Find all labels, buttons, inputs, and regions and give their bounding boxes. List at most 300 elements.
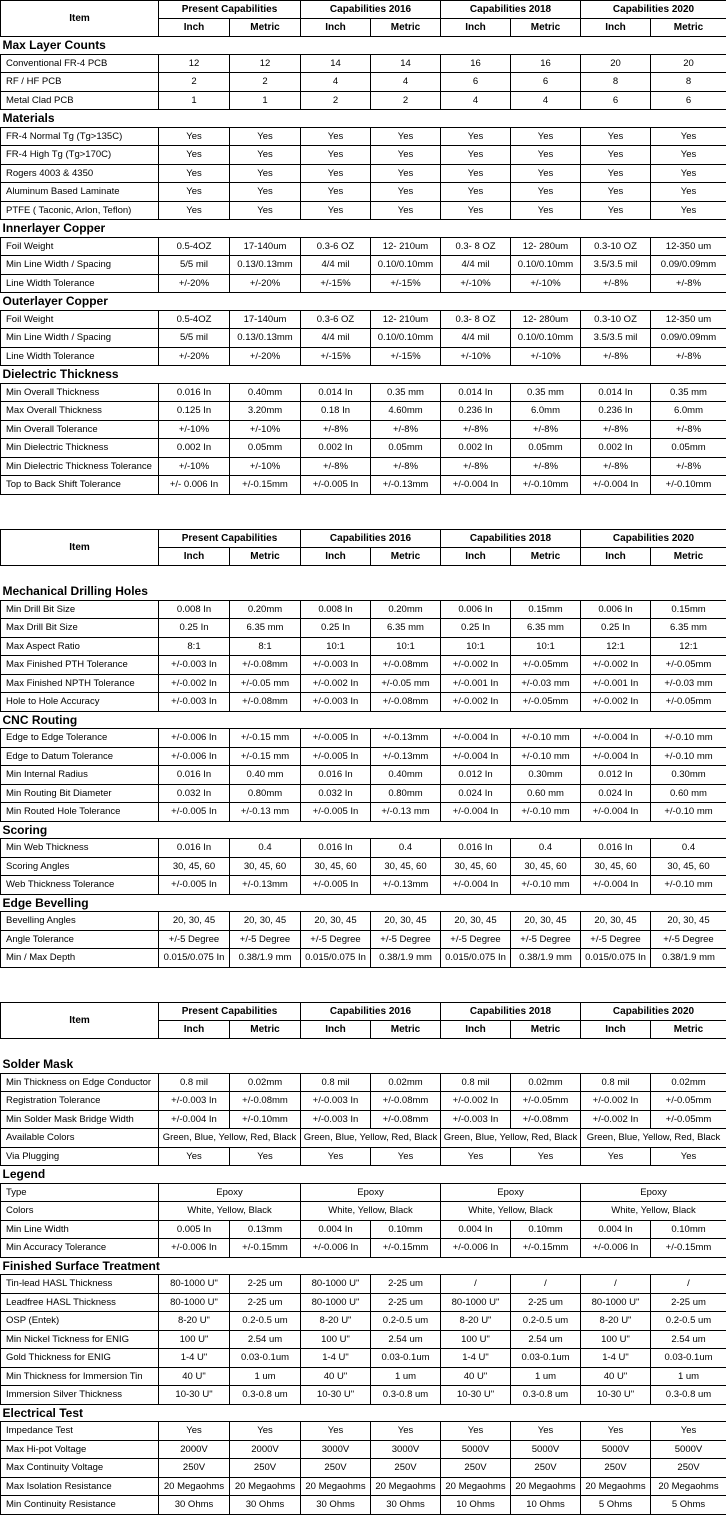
value-cell: +/-0.10 mm xyxy=(511,729,581,748)
value-cell: 0.09/0.09mm xyxy=(651,256,726,275)
group-header: Capabilities 2016 xyxy=(301,529,441,547)
table-row xyxy=(1,656,726,675)
value-cell: Yes xyxy=(581,1422,651,1441)
value-cell: 12- 280um xyxy=(511,237,581,256)
value-cell: 0.015/0.075 In xyxy=(301,949,371,968)
value-cell: 0.09/0.09mm xyxy=(651,329,726,348)
table-row xyxy=(1,54,726,73)
unit-header: Metric xyxy=(230,547,301,565)
value-cell: 6.0mm xyxy=(651,402,726,421)
value-cell: +/-0.005 In xyxy=(301,876,371,895)
value-cell: +/-8% xyxy=(301,420,371,439)
value-cell: Yes xyxy=(511,164,581,183)
value-cell: 1-4 U" xyxy=(301,1349,371,1368)
table-row xyxy=(1,237,726,256)
table-row xyxy=(1,1129,726,1148)
section-title-row xyxy=(1,711,726,729)
value-cell: 0.30mm xyxy=(511,766,581,785)
section-title: Mechanical Drilling Holes xyxy=(1,583,726,600)
value-cell: +/-0.10mm xyxy=(230,1110,301,1129)
value-cell: 0.15mm xyxy=(651,600,726,619)
value-cell: +/-0.003 In xyxy=(159,656,230,675)
value-cell: 0.10/0.10mm xyxy=(371,256,441,275)
row-label: Foil Weight xyxy=(1,310,159,329)
value-cell: 0.03-0.1um xyxy=(511,1349,581,1368)
row-label: Bevelling Angles xyxy=(1,912,159,931)
value-cell: +/-0.002 In xyxy=(581,1092,651,1111)
value-cell: Yes xyxy=(230,1422,301,1441)
row-label: Min Overall Thickness xyxy=(1,383,159,402)
value-cell: +/-0.005 In xyxy=(301,729,371,748)
value-cell: 12- 210um xyxy=(371,237,441,256)
merged-cell: Epoxy xyxy=(159,1183,301,1202)
value-cell: 10 Ohms xyxy=(511,1496,581,1515)
value-cell: Yes xyxy=(511,1147,581,1166)
value-cell: +/-0.004 In xyxy=(441,747,511,766)
value-cell: 0.014 In xyxy=(441,383,511,402)
row-label: Min Routing Bit Diameter xyxy=(1,784,159,803)
value-cell: +/-0.05mm xyxy=(651,656,726,675)
value-cell: 12:1 xyxy=(581,637,651,656)
value-cell: +/-0.002 In xyxy=(581,693,651,712)
value-cell: 0.3-10 OZ xyxy=(581,310,651,329)
value-cell: 0.032 In xyxy=(301,784,371,803)
value-cell: 0.3- 8 OZ xyxy=(441,310,511,329)
value-cell: 12-350 um xyxy=(651,237,726,256)
value-cell: 20, 30, 45 xyxy=(230,912,301,931)
section-title: Innerlayer Copper xyxy=(1,220,726,238)
unit-header: Metric xyxy=(511,19,581,37)
table-row xyxy=(1,402,726,421)
value-cell: 30 Ohms xyxy=(371,1496,441,1515)
value-cell: 0.3- 8 OZ xyxy=(441,237,511,256)
value-cell: 0.35 mm xyxy=(511,383,581,402)
value-cell: / xyxy=(441,1275,511,1294)
section-title: Solder Mask xyxy=(1,1056,726,1073)
value-cell: +/-8% xyxy=(651,420,726,439)
row-label: Edge to Datum Tolerance xyxy=(1,747,159,766)
table-row xyxy=(1,1183,726,1202)
value-cell: +/-8% xyxy=(441,420,511,439)
value-cell: 1-4 U" xyxy=(581,1349,651,1368)
table-row xyxy=(1,1110,726,1129)
value-cell: 2.54 um xyxy=(511,1330,581,1349)
row-label: Foil Weight xyxy=(1,237,159,256)
table-row xyxy=(1,876,726,895)
value-cell: +/-0.002 In xyxy=(581,1110,651,1129)
value-cell: +/-0.05mm xyxy=(651,1110,726,1129)
value-cell: 5000V xyxy=(651,1440,726,1459)
value-cell: +/-0.10 mm xyxy=(651,876,726,895)
value-cell: +/-0.10 mm xyxy=(511,747,581,766)
value-cell: 10:1 xyxy=(511,637,581,656)
section-title: Max Layer Counts xyxy=(1,37,726,55)
value-cell: 12 xyxy=(230,54,301,73)
unit-header: Metric xyxy=(230,19,301,37)
value-cell: +/-8% xyxy=(581,274,651,293)
value-cell: 20 Megaohms xyxy=(651,1477,726,1496)
table-row xyxy=(1,183,726,202)
value-cell: 40 U" xyxy=(581,1367,651,1386)
value-cell: +/-20% xyxy=(230,347,301,366)
row-label: OSP (Entek) xyxy=(1,1312,159,1331)
value-cell: +/-0.10 mm xyxy=(511,803,581,822)
value-cell: +/-0.002 In xyxy=(301,674,371,693)
value-cell: +/-0.08mm xyxy=(230,1092,301,1111)
value-cell: +/-0.003 In xyxy=(441,1110,511,1129)
value-cell: 8:1 xyxy=(159,637,230,656)
value-cell: Yes xyxy=(371,1147,441,1166)
value-cell: 10-30 U" xyxy=(581,1386,651,1405)
value-cell: 10-30 U" xyxy=(159,1386,230,1405)
value-cell: 6.0mm xyxy=(511,402,581,421)
unit-header: Inch xyxy=(159,1020,230,1038)
row-label: Immersion Silver Thickness xyxy=(1,1386,159,1405)
row-label: Metal Clad PCB xyxy=(1,91,159,110)
value-cell: 30, 45, 60 xyxy=(511,857,581,876)
value-cell: 40 U" xyxy=(441,1367,511,1386)
capability-table xyxy=(0,1002,726,1515)
table-row xyxy=(1,1312,726,1331)
value-cell: 0.3-0.8 um xyxy=(511,1386,581,1405)
row-label: Min Overall Tolerance xyxy=(1,420,159,439)
section-title: Scoring xyxy=(1,821,726,839)
value-cell: 20 xyxy=(581,54,651,73)
value-cell: 0.016 In xyxy=(441,839,511,858)
value-cell: +/-0.004 In xyxy=(441,803,511,822)
value-cell: 0.25 In xyxy=(441,619,511,638)
capability-table xyxy=(0,529,726,968)
section-title: Electrical Test xyxy=(1,1404,726,1422)
value-cell: Yes xyxy=(441,183,511,202)
value-cell: 0.02mm xyxy=(651,1073,726,1092)
value-cell: +/-0.005 In xyxy=(159,803,230,822)
table-row xyxy=(1,784,726,803)
value-cell: 6 xyxy=(511,73,581,92)
unit-header: Inch xyxy=(581,1020,651,1038)
value-cell: +/-0.03 mm xyxy=(651,674,726,693)
value-cell: +/-15% xyxy=(301,347,371,366)
value-cell: +/-8% xyxy=(511,420,581,439)
value-cell: 3000V xyxy=(371,1440,441,1459)
value-cell: +/-0.05mm xyxy=(511,656,581,675)
table-row xyxy=(1,201,726,220)
value-cell: 0.236 In xyxy=(441,402,511,421)
value-cell: 8-20 U" xyxy=(581,1312,651,1331)
value-cell: 10:1 xyxy=(371,637,441,656)
value-cell: 0.002 In xyxy=(301,439,371,458)
row-label: Min Dielectric Thickness Tolerance xyxy=(1,457,159,476)
table-row xyxy=(1,1275,726,1294)
value-cell: 12-350 um xyxy=(651,310,726,329)
value-cell: +/-0.08mm xyxy=(371,656,441,675)
row-label: Aluminum Based Laminate xyxy=(1,183,159,202)
group-header: Present Capabilities xyxy=(159,1002,301,1020)
value-cell: 6.35 mm xyxy=(230,619,301,638)
row-label: Via Plugging xyxy=(1,1147,159,1166)
table-row xyxy=(1,1092,726,1111)
value-cell: +/-5 Degree xyxy=(301,930,371,949)
value-cell: 20 Megaohms xyxy=(301,1477,371,1496)
value-cell: 250V xyxy=(581,1459,651,1478)
value-cell: +/-0.002 In xyxy=(441,1092,511,1111)
table-row xyxy=(1,637,726,656)
value-cell: 20, 30, 45 xyxy=(301,912,371,931)
value-cell: 2000V xyxy=(159,1440,230,1459)
value-cell: 12:1 xyxy=(651,637,726,656)
group-header: Present Capabilities xyxy=(159,529,301,547)
value-cell: +/-15% xyxy=(301,274,371,293)
value-cell: +/-0.004 In xyxy=(441,476,511,495)
merged-cell: White, Yellow, Black xyxy=(301,1202,441,1221)
section-title-row xyxy=(1,110,726,128)
value-cell: 20, 30, 45 xyxy=(581,912,651,931)
value-cell: +/-0.006 In xyxy=(159,747,230,766)
value-cell: Yes xyxy=(301,1147,371,1166)
unit-header: Inch xyxy=(441,19,511,37)
value-cell: 2.54 um xyxy=(230,1330,301,1349)
value-cell: 1-4 U" xyxy=(441,1349,511,1368)
value-cell: 0.13/0.13mm xyxy=(230,329,301,348)
row-label: FR-4 Normal Tg (Tg>135C) xyxy=(1,127,159,146)
merged-cell: Epoxy xyxy=(581,1183,726,1202)
value-cell: 10:1 xyxy=(441,637,511,656)
value-cell: 0.016 In xyxy=(301,839,371,858)
row-label: Rogers 4003 & 4350 xyxy=(1,164,159,183)
value-cell: 30 Ohms xyxy=(230,1496,301,1515)
value-cell: Yes xyxy=(511,127,581,146)
row-label: Hole to Hole Accuracy xyxy=(1,693,159,712)
value-cell: Yes xyxy=(159,201,230,220)
value-cell: 1 um xyxy=(651,1367,726,1386)
value-cell: 2-25 um xyxy=(230,1293,301,1312)
value-cell: 0.236 In xyxy=(581,402,651,421)
table-row xyxy=(1,1440,726,1459)
value-cell: / xyxy=(651,1275,726,1294)
value-cell: Yes xyxy=(159,127,230,146)
value-cell: 4/4 mil xyxy=(301,256,371,275)
value-cell: 1 um xyxy=(371,1367,441,1386)
value-cell: 0.35 mm xyxy=(371,383,441,402)
table-row xyxy=(1,146,726,165)
value-cell: Yes xyxy=(301,164,371,183)
value-cell: 2-25 um xyxy=(651,1293,726,1312)
row-label: Min Line Width / Spacing xyxy=(1,256,159,275)
value-cell: +/-0.004 In xyxy=(441,876,511,895)
value-cell: +/-5 Degree xyxy=(230,930,301,949)
row-label: Min Thickness for Immersion Tin xyxy=(1,1367,159,1386)
value-cell: 30, 45, 60 xyxy=(651,857,726,876)
row-label: Min Web Thickness xyxy=(1,839,159,858)
value-cell: 2 xyxy=(159,73,230,92)
value-cell: 0.014 In xyxy=(301,383,371,402)
row-label: Min Solder Mask Bridge Width xyxy=(1,1110,159,1129)
value-cell: 20 xyxy=(651,54,726,73)
value-cell: 10:1 xyxy=(301,637,371,656)
value-cell: / xyxy=(511,1275,581,1294)
value-cell: 4.60mm xyxy=(371,402,441,421)
value-cell: 0.03-0.1um xyxy=(371,1349,441,1368)
value-cell: Yes xyxy=(511,1422,581,1441)
value-cell: Yes xyxy=(651,146,726,165)
value-cell: +/-0.003 In xyxy=(301,1110,371,1129)
value-cell: +/-20% xyxy=(159,347,230,366)
row-label: Min Thickness on Edge Conductor xyxy=(1,1073,159,1092)
table-row xyxy=(1,693,726,712)
value-cell: 100 U" xyxy=(301,1330,371,1349)
value-cell: Yes xyxy=(371,164,441,183)
table-row xyxy=(1,274,726,293)
section-title: Dielectric Thickness xyxy=(1,366,726,384)
value-cell: 0.006 In xyxy=(441,600,511,619)
row-label: Max Aspect Ratio xyxy=(1,637,159,656)
section-title: Materials xyxy=(1,110,726,128)
value-cell: +/-10% xyxy=(511,347,581,366)
spacer-cell xyxy=(1,1038,726,1056)
value-cell: 0.002 In xyxy=(159,439,230,458)
value-cell: Yes xyxy=(651,1422,726,1441)
value-cell: 0.05mm xyxy=(511,439,581,458)
value-cell: 0.015/0.075 In xyxy=(441,949,511,968)
value-cell: +/-0.004 In xyxy=(581,476,651,495)
table-row xyxy=(1,1330,726,1349)
value-cell: +/-0.002 In xyxy=(581,656,651,675)
value-cell: 8-20 U" xyxy=(159,1312,230,1331)
row-label: Min Dielectric Thickness xyxy=(1,439,159,458)
value-cell: 5000V xyxy=(441,1440,511,1459)
value-cell: 250V xyxy=(301,1459,371,1478)
value-cell: Yes xyxy=(230,201,301,220)
value-cell: Yes xyxy=(651,201,726,220)
value-cell: +/-0.006 In xyxy=(301,1239,371,1258)
value-cell: 0.03-0.1um xyxy=(651,1349,726,1368)
value-cell: 0.2-0.5 um xyxy=(230,1312,301,1331)
value-cell: 0.20mm xyxy=(230,600,301,619)
value-cell: 0.10/0.10mm xyxy=(511,256,581,275)
value-cell: 100 U" xyxy=(159,1330,230,1349)
unit-header: Inch xyxy=(301,19,371,37)
value-cell: 20, 30, 45 xyxy=(371,912,441,931)
table-row xyxy=(1,1496,726,1515)
value-cell: Yes xyxy=(159,146,230,165)
section-title: Legend xyxy=(1,1166,726,1184)
value-cell: 20, 30, 45 xyxy=(651,912,726,931)
value-cell: +/-20% xyxy=(159,274,230,293)
row-label: Max Isolation Resistance xyxy=(1,1477,159,1496)
value-cell: 8:1 xyxy=(230,637,301,656)
value-cell: +/-10% xyxy=(230,420,301,439)
value-cell: +/-10% xyxy=(441,347,511,366)
value-cell: 12- 280um xyxy=(511,310,581,329)
value-cell: 0.006 In xyxy=(581,600,651,619)
value-cell: 0.014 In xyxy=(581,383,651,402)
value-cell: 0.016 In xyxy=(159,766,230,785)
value-cell: Yes xyxy=(371,1422,441,1441)
table-row xyxy=(1,1459,726,1478)
value-cell: 30, 45, 60 xyxy=(159,857,230,876)
value-cell: 0.38/1.9 mm xyxy=(511,949,581,968)
value-cell: Yes xyxy=(441,201,511,220)
value-cell: +/-0.001 In xyxy=(441,674,511,693)
value-cell: +/-0.004 In xyxy=(581,803,651,822)
item-header: Item xyxy=(1,529,159,565)
value-cell: 100 U" xyxy=(441,1330,511,1349)
value-cell: +/-0.005 In xyxy=(301,476,371,495)
table-row xyxy=(1,347,726,366)
unit-header: Inch xyxy=(159,19,230,37)
row-label: Max Hi-pot Voltage xyxy=(1,1440,159,1459)
value-cell: Yes xyxy=(371,127,441,146)
value-cell: 5 Ohms xyxy=(651,1496,726,1515)
value-cell: 0.004 In xyxy=(441,1220,511,1239)
row-label: Max Drill Bit Size xyxy=(1,619,159,638)
section-title-row xyxy=(1,583,726,600)
value-cell: 0.60 mm xyxy=(651,784,726,803)
table-gap xyxy=(0,968,726,1002)
value-cell: 20 Megaohms xyxy=(159,1477,230,1496)
value-cell: 0.02mm xyxy=(371,1073,441,1092)
value-cell: +/-5 Degree xyxy=(511,930,581,949)
value-cell: +/-0.15mm xyxy=(371,1239,441,1258)
value-cell: +/-0.002 In xyxy=(441,693,511,712)
value-cell: 40 U" xyxy=(301,1367,371,1386)
value-cell: 250V xyxy=(441,1459,511,1478)
value-cell: Yes xyxy=(371,183,441,202)
table-row xyxy=(1,420,726,439)
value-cell: 4/4 mil xyxy=(441,329,511,348)
value-cell: +/-0.05mm xyxy=(511,1092,581,1111)
section-title-row xyxy=(1,1056,726,1073)
row-label: Angle Tolerance xyxy=(1,930,159,949)
value-cell: 2 xyxy=(371,91,441,110)
value-cell: +/-0.13mm xyxy=(230,876,301,895)
value-cell: 17-140um xyxy=(230,237,301,256)
section-title-row xyxy=(1,821,726,839)
value-cell: +/-0.15 mm xyxy=(230,729,301,748)
value-cell: 0.05mm xyxy=(230,439,301,458)
value-cell: 6.35 mm xyxy=(651,619,726,638)
value-cell: +/-8% xyxy=(371,457,441,476)
value-cell: 0.016 In xyxy=(159,839,230,858)
table-row xyxy=(1,1422,726,1441)
group-header: Capabilities 2018 xyxy=(441,529,581,547)
table-row xyxy=(1,857,726,876)
value-cell: 0.02mm xyxy=(511,1073,581,1092)
value-cell: 10-30 U" xyxy=(301,1386,371,1405)
value-cell: +/-0.003 In xyxy=(301,656,371,675)
value-cell: Yes xyxy=(581,1147,651,1166)
group-header: Capabilities 2016 xyxy=(301,1002,441,1020)
spacer-row xyxy=(1,565,726,583)
group-header: Capabilities 2016 xyxy=(301,1,441,19)
value-cell: +/-10% xyxy=(511,274,581,293)
value-cell: 0.012 In xyxy=(441,766,511,785)
row-label: Web Thickness Tolerance xyxy=(1,876,159,895)
value-cell: 20, 30, 45 xyxy=(159,912,230,931)
capability-table xyxy=(0,0,726,495)
value-cell: 16 xyxy=(511,54,581,73)
value-cell: 0.3-10 OZ xyxy=(581,237,651,256)
unit-header: Inch xyxy=(441,547,511,565)
merged-cell: Green, Blue, Yellow, Red, Black xyxy=(159,1129,301,1148)
value-cell: 10-30 U" xyxy=(441,1386,511,1405)
value-cell: 12- 210um xyxy=(371,310,441,329)
row-label: FR-4 High Tg (Tg>170C) xyxy=(1,146,159,165)
value-cell: 0.5-4OZ xyxy=(159,237,230,256)
value-cell: +/-8% xyxy=(581,347,651,366)
value-cell: +/-15% xyxy=(371,347,441,366)
value-cell: Yes xyxy=(159,164,230,183)
